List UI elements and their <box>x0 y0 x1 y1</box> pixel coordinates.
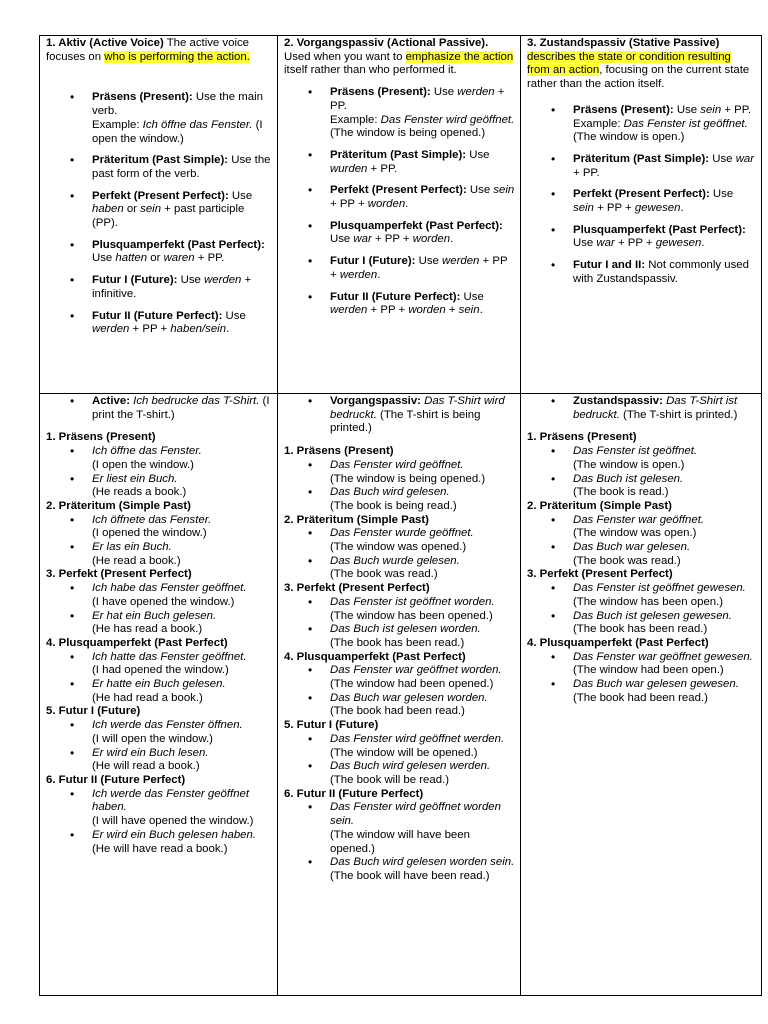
german-sentence: Ich werde das Fenster geöffnet haben. <box>92 787 250 814</box>
german-sentence: Das Buch wird gelesen. <box>330 486 450 499</box>
rule-item <box>284 184 515 211</box>
tense-heading: 4. Plusquamperfekt (Past Perfect) <box>46 636 228 649</box>
sentence-item <box>46 473 272 500</box>
text-run: Use <box>673 103 701 116</box>
text-run: + PP. <box>367 162 398 175</box>
sentence-item <box>46 445 272 472</box>
english-translation: (The window has been open.) <box>573 595 724 608</box>
sentence-item <box>527 514 756 541</box>
italic-text: Das Fenster wird geöffnet. <box>380 113 515 126</box>
text-run: . <box>450 233 454 246</box>
sentence-item <box>284 733 515 760</box>
stative-passive-examples-cell <box>521 394 762 996</box>
italic-text: Ich bedrucke das T-Shirt. <box>133 395 260 407</box>
sentence-item <box>284 801 515 856</box>
rule-label: Präteritum (Past Simple): <box>573 152 710 165</box>
italic-text: werden <box>204 274 242 287</box>
text-run: Example: <box>92 118 143 131</box>
italic-text: Das T-Shirt wird bedruckt. <box>330 395 505 421</box>
italic-text: gewesen <box>634 202 681 215</box>
spacer <box>527 422 756 431</box>
tense-heading: 3. Perfekt (Present Perfect) <box>284 582 430 595</box>
italic-text: werden <box>457 86 495 99</box>
tense-example-list <box>284 459 515 514</box>
example-item <box>46 395 272 422</box>
german-sentence: Das Fenster wird geöffnet werden. <box>330 732 505 745</box>
rule-label: Futur I (Future): <box>92 274 178 287</box>
german-sentence: Das Buch ist gelesen worden. <box>330 623 481 636</box>
example-item <box>284 395 515 436</box>
english-translation: (The window is open.) <box>573 458 685 471</box>
english-translation: (The window had been opened.) <box>330 678 494 691</box>
voice-comparison-table <box>39 35 762 996</box>
tense-section <box>527 637 756 706</box>
text-run: Use <box>430 86 458 99</box>
rule-item <box>284 220 515 247</box>
text-run: Use <box>222 309 246 322</box>
german-sentence: Das Buch wird gelesen werden. <box>330 760 491 773</box>
german-sentence: Das Buch war gelesen. <box>573 541 691 554</box>
sentence-item <box>527 541 756 568</box>
english-translation: (He had read a book.) <box>92 691 203 704</box>
english-translation: (The book has been read.) <box>573 623 708 636</box>
text-run: + PP. <box>721 103 752 116</box>
column-intro <box>284 37 515 78</box>
text-run: . <box>680 202 684 215</box>
english-translation: (The window will have been opened.) <box>330 828 470 855</box>
tense-section <box>527 568 756 637</box>
rule-label: Plusquamperfekt (Past Perfect): <box>573 223 746 236</box>
italic-text: Das T-Shirt ist bedruckt. <box>573 395 738 421</box>
tense-example-list <box>527 651 756 706</box>
german-sentence: Das Fenster ist geöffnet gewesen. <box>573 582 746 595</box>
sentence-item <box>527 473 756 500</box>
spacer <box>284 436 515 445</box>
german-sentence: Das Fenster wird geöffnet worden sein. <box>330 801 501 828</box>
german-sentence: Ich habe das Fenster geöffnet. <box>92 582 247 595</box>
english-translation: (The book will be read.) <box>330 773 450 786</box>
german-sentence: Ich öffnete das Fenster. <box>92 513 212 526</box>
english-translation: (The window will be opened.) <box>330 746 478 759</box>
rule-item <box>284 149 515 176</box>
text-run: + PP + <box>593 202 635 215</box>
text-run: + PP. <box>330 86 505 112</box>
text-run: + PP + <box>614 237 656 250</box>
rule-item <box>284 255 515 282</box>
english-translation: (He will have read a book.) <box>92 842 228 855</box>
active-voice-examples-cell <box>40 394 278 996</box>
italic-text: haben/sein <box>170 323 227 336</box>
sentence-item <box>46 514 272 541</box>
tense-heading: 1. Präsens (Present) <box>46 431 156 444</box>
text-run: Use <box>573 237 597 250</box>
tense-heading: 4. Plusquamperfekt (Past Perfect) <box>527 636 709 649</box>
intro-text: , focusing on the current state rather than the action itself. <box>527 64 750 91</box>
tense-section <box>46 568 272 637</box>
rules-list <box>46 91 272 337</box>
spacer <box>527 92 756 104</box>
german-sentence: Das Fenster ist geöffnet. <box>573 445 698 458</box>
english-translation: (He will read a book.) <box>92 760 200 773</box>
italic-text: war <box>353 233 372 246</box>
sentence-item <box>46 829 272 856</box>
english-translation: (He read a book.) <box>92 554 181 567</box>
italic-text: Das Fenster ist geöffnet. <box>623 117 748 130</box>
italic-text: werden <box>92 323 130 336</box>
tense-example-list <box>46 514 272 569</box>
text-run: Use <box>177 274 205 287</box>
sentence-item <box>527 678 756 705</box>
text-run: Use <box>92 252 116 265</box>
english-translation: (He has read a book.) <box>92 623 203 636</box>
text-run: . <box>226 323 230 336</box>
sentence-item <box>46 541 272 568</box>
example-list <box>527 395 756 422</box>
text-run: + PP + <box>129 323 171 336</box>
text-run: + PP. <box>194 252 225 265</box>
sentence-item <box>527 445 756 472</box>
rule-label: Präteritum (Past Simple): <box>92 154 229 167</box>
italic-text: sein <box>458 304 480 317</box>
sentence-item <box>284 555 515 582</box>
german-sentence: Das Buch wurde gelesen. <box>330 554 460 567</box>
tense-example-list <box>527 445 756 500</box>
german-sentence: Ich öffne das Fenster. <box>92 445 202 458</box>
intro-text: The active voice focuses on <box>46 37 250 63</box>
intro-highlight: emphasize the action <box>405 50 514 63</box>
italic-text: sein <box>700 103 722 116</box>
tense-heading: 5. Futur I (Future) <box>46 705 141 718</box>
tense-section <box>284 651 515 720</box>
tense-example-list <box>46 651 272 706</box>
tense-heading: 1. Präsens (Present) <box>284 445 394 458</box>
text-run: . <box>377 268 381 281</box>
german-sentence: Das Buch wird gelesen worden sein. <box>330 856 515 869</box>
tense-heading: 3. Perfekt (Present Perfect) <box>527 568 673 581</box>
intro-highlight: describes the state or condition resulting from an action <box>527 50 731 77</box>
tense-section <box>284 514 515 583</box>
english-translation: (I will open the window.) <box>92 732 213 745</box>
text-run: Example: <box>573 117 624 130</box>
example-list <box>284 395 515 436</box>
german-sentence: Das Fenster war geöffnet worden. <box>330 664 502 677</box>
sentence-item <box>46 582 272 609</box>
sentence-item <box>284 596 515 623</box>
english-translation: (The book was read.) <box>573 554 681 567</box>
german-sentence: Ich hatte das Fenster geöffnet. <box>92 650 247 663</box>
rule-item <box>46 310 272 337</box>
sentence-item <box>46 788 272 829</box>
text-run: or <box>123 203 141 216</box>
english-translation: (I have opened the window.) <box>92 595 235 608</box>
rule-item <box>527 153 756 180</box>
german-sentence: Das Fenster wurde geöffnet. <box>330 527 474 540</box>
tense-heading: 4. Plusquamperfekt (Past Perfect) <box>284 650 466 663</box>
sentence-item <box>284 623 515 650</box>
italic-text: werden <box>330 304 368 317</box>
german-sentence: Ich werde das Fenster öffnen. <box>92 719 243 732</box>
tense-section <box>527 500 756 569</box>
tense-example-list <box>284 733 515 788</box>
column-intro <box>46 37 272 64</box>
rule-item <box>46 154 272 181</box>
english-translation: (I will have opened the window.) <box>92 815 254 828</box>
tense-heading: 6. Futur II (Future Perfect) <box>284 787 424 800</box>
text-run: Use <box>330 233 354 246</box>
rule-label: Präsens (Present): <box>330 86 431 99</box>
italic-text: werden <box>442 255 480 268</box>
english-translation: (I opened the window.) <box>92 527 207 540</box>
rules-row <box>40 36 762 394</box>
italic-text: worden <box>412 233 451 246</box>
german-sentence: Er hat ein Buch gelesen. <box>92 609 217 622</box>
rule-item <box>527 104 756 145</box>
text-run: (I print the T-shirt.) <box>92 395 270 421</box>
sentence-item <box>46 610 272 637</box>
sentence-item <box>284 692 515 719</box>
text-run: (The T-shirt is being printed.) <box>330 408 481 435</box>
text-run: + PP + <box>330 198 368 211</box>
tense-section <box>527 431 756 500</box>
sentence-item <box>284 459 515 486</box>
text-run: . <box>701 237 705 250</box>
text-run: Use the past form of the verb. <box>92 154 271 180</box>
tense-example-list <box>284 801 515 883</box>
text-run: Use <box>466 148 490 161</box>
text-run: Not commonly used with Zustandspassiv. <box>573 259 749 285</box>
german-sentence: Er wird ein Buch lesen. <box>92 746 209 759</box>
tense-section <box>46 705 272 774</box>
text-run: + infinitive. <box>92 274 252 300</box>
rule-item <box>527 259 756 286</box>
italic-text: war <box>596 237 615 250</box>
tense-heading: 6. Futur II (Future Perfect) <box>46 773 186 786</box>
intro-text: itself rather than who performed it. <box>284 64 457 77</box>
example-item <box>527 395 756 422</box>
stative-passive-rules-cell <box>521 36 762 394</box>
rule-item <box>46 91 272 146</box>
italic-text: waren <box>163 252 195 265</box>
german-sentence: Das Buch ist gelesen gewesen. <box>573 609 732 622</box>
rule-label: Präsens (Present): <box>92 91 193 104</box>
text-run: + PP. <box>573 166 600 179</box>
italic-text: haben <box>92 203 124 216</box>
text-run: (I open the window.) <box>92 118 263 145</box>
tense-section <box>46 431 272 500</box>
rule-label: Perfekt (Present Perfect): <box>330 184 467 197</box>
tense-heading: 2. Präteritum (Simple Past) <box>527 499 672 512</box>
tense-heading: 2. Präteritum (Simple Past) <box>46 499 191 512</box>
german-sentence: Er hatte ein Buch gelesen. <box>92 678 226 691</box>
english-translation: (The book is read.) <box>573 486 669 499</box>
rule-label: Futur I and II: <box>573 259 646 272</box>
german-sentence: Das Fenster war geöffnet gewesen. <box>573 650 753 663</box>
text-run: + PP + <box>367 304 409 317</box>
rule-label: Perfekt (Present Perfect): <box>92 189 229 202</box>
column-title: 2. Vorgangspassiv (Actional Passive). <box>284 37 489 49</box>
german-sentence: Das Fenster ist geöffnet worden. <box>330 595 495 608</box>
column-title: 3. Zustandspassiv (Stative Passive) <box>527 37 720 49</box>
english-translation: (The book was read.) <box>330 568 438 581</box>
tense-example-list <box>284 596 515 651</box>
italic-text: worden <box>367 198 406 211</box>
text-run: Use <box>228 189 253 202</box>
rule-label: Futur II (Future Perfect): <box>92 309 223 322</box>
tense-section <box>284 719 515 788</box>
tense-example-list <box>46 445 272 500</box>
english-translation: (The window is being opened.) <box>330 472 486 485</box>
text-run: Example: <box>330 113 381 126</box>
english-translation: (I open the window.) <box>92 458 194 471</box>
tense-example-list <box>46 582 272 637</box>
spacer <box>284 78 515 86</box>
text-run: . <box>405 198 409 211</box>
rule-label: Plusquamperfekt (Past Perfect): <box>92 238 265 251</box>
text-run: Use <box>709 188 734 201</box>
spacer <box>46 422 272 431</box>
tense-section <box>284 582 515 651</box>
tense-section <box>284 788 515 884</box>
text-run: (The window is open.) <box>573 131 685 144</box>
intro-highlight: who is performing the action. <box>104 50 250 63</box>
text-run: Use <box>709 152 736 165</box>
italic-text: Ich öffne das Fenster. <box>142 118 253 131</box>
active-voice-rules-cell <box>40 36 278 394</box>
rule-label: Plusquamperfekt (Past Perfect): <box>330 219 503 232</box>
tense-section <box>284 445 515 514</box>
sentence-item <box>46 651 272 678</box>
tense-heading: 1. Präsens (Present) <box>527 431 637 444</box>
actional-passive-examples-cell <box>278 394 521 996</box>
example-label: Vorgangspassiv: <box>330 395 421 407</box>
example-list <box>46 395 272 422</box>
tense-example-list <box>527 582 756 637</box>
rule-item <box>527 224 756 251</box>
tense-section <box>46 774 272 856</box>
tense-section <box>46 500 272 569</box>
text-run: + PP + <box>330 255 508 281</box>
rule-label: Präsens (Present): <box>573 103 674 116</box>
examples-row <box>40 394 762 996</box>
rule-label: Futur I (Future): <box>330 255 416 268</box>
german-sentence: Das Buch war gelesen gewesen. <box>573 678 739 691</box>
german-sentence: Er liest ein Buch. <box>92 472 178 485</box>
italic-text: gewesen <box>655 237 702 250</box>
english-translation: (The window was open.) <box>573 527 697 540</box>
text-run: Use <box>415 255 443 268</box>
italic-text: hatten <box>115 252 148 265</box>
english-translation: (The book will have been read.) <box>330 869 490 882</box>
sentence-item <box>46 678 272 705</box>
sentence-item <box>527 582 756 609</box>
italic-text: wurden <box>330 162 368 175</box>
tense-example-list <box>284 664 515 719</box>
italic-text: werden <box>339 268 378 281</box>
english-translation: (The window was opened.) <box>330 541 467 554</box>
intro-text: Used when you want to <box>284 50 406 63</box>
tense-example-list <box>527 514 756 569</box>
german-sentence: Er las ein Buch. <box>92 541 172 554</box>
tense-heading: 5. Futur I (Future) <box>284 719 379 732</box>
sentence-item <box>527 651 756 678</box>
rule-label: Präteritum (Past Simple): <box>330 148 467 161</box>
tense-heading: 3. Perfekt (Present Perfect) <box>46 568 192 581</box>
rule-item <box>46 274 272 301</box>
example-label: Zustandspassiv: <box>573 395 663 407</box>
tense-example-list <box>46 788 272 857</box>
english-translation: (The book had been read.) <box>573 691 708 704</box>
text-run: or <box>147 252 164 265</box>
rules-list <box>284 86 515 318</box>
rule-label: Futur II (Future Perfect): <box>330 290 461 303</box>
text-run: + past participle (PP). <box>92 203 245 230</box>
german-sentence: Er wird ein Buch gelesen haben. <box>92 828 257 841</box>
italic-text: sein <box>573 202 594 215</box>
text-run: + PP + <box>371 233 413 246</box>
rule-item <box>284 291 515 318</box>
sentence-item <box>284 527 515 554</box>
sentence-item <box>284 760 515 787</box>
text-run: Use the main verb. <box>92 91 263 118</box>
rule-item <box>46 190 272 231</box>
rule-item <box>284 86 515 141</box>
sentence-item <box>284 486 515 513</box>
text-run: (The window is being opened.) <box>330 127 486 140</box>
tense-section <box>46 637 272 706</box>
example-label: Active: <box>92 395 130 407</box>
column-title: 1. Aktiv (Active Voice) <box>46 37 164 49</box>
german-sentence: Das Buch war gelesen worden. <box>330 691 488 704</box>
italic-text: sein <box>493 184 515 197</box>
column-intro <box>527 37 756 92</box>
text-run: + <box>445 304 459 317</box>
english-translation: (He reads a book.) <box>92 486 187 499</box>
german-sentence: Das Fenster war geöffnet. <box>573 513 705 526</box>
italic-text: worden <box>408 304 446 317</box>
german-sentence: Das Buch ist gelesen. <box>573 472 684 485</box>
text-run: Use <box>460 290 484 303</box>
rules-list <box>527 104 756 287</box>
italic-text: sein <box>140 203 162 216</box>
text-run: . <box>479 304 483 317</box>
sentence-item <box>527 610 756 637</box>
sentence-item <box>46 719 272 746</box>
english-translation: (The book is being read.) <box>330 499 457 512</box>
spacer <box>46 64 272 91</box>
german-sentence: Das Fenster wird geöffnet. <box>330 458 464 471</box>
tense-example-list <box>284 527 515 582</box>
text-run: Use <box>466 184 494 197</box>
actional-passive-rules-cell <box>278 36 521 394</box>
tense-example-list <box>46 719 272 774</box>
english-translation: (The book has been read.) <box>330 636 465 649</box>
text-run: (The T-shirt is printed.) <box>619 408 738 421</box>
sentence-item <box>284 664 515 691</box>
rule-item <box>527 188 756 215</box>
english-translation: (I had opened the window.) <box>92 664 229 677</box>
rule-label: Perfekt (Present Perfect): <box>573 188 710 201</box>
rule-item <box>46 239 272 266</box>
english-translation: (The book had been read.) <box>330 705 465 718</box>
english-translation: (The window has been opened.) <box>330 609 493 622</box>
sentence-item <box>46 747 272 774</box>
english-translation: (The window had been open.) <box>573 664 724 677</box>
italic-text: war <box>735 152 755 165</box>
sentence-item <box>284 856 515 883</box>
tense-heading: 2. Präteritum (Simple Past) <box>284 513 429 526</box>
